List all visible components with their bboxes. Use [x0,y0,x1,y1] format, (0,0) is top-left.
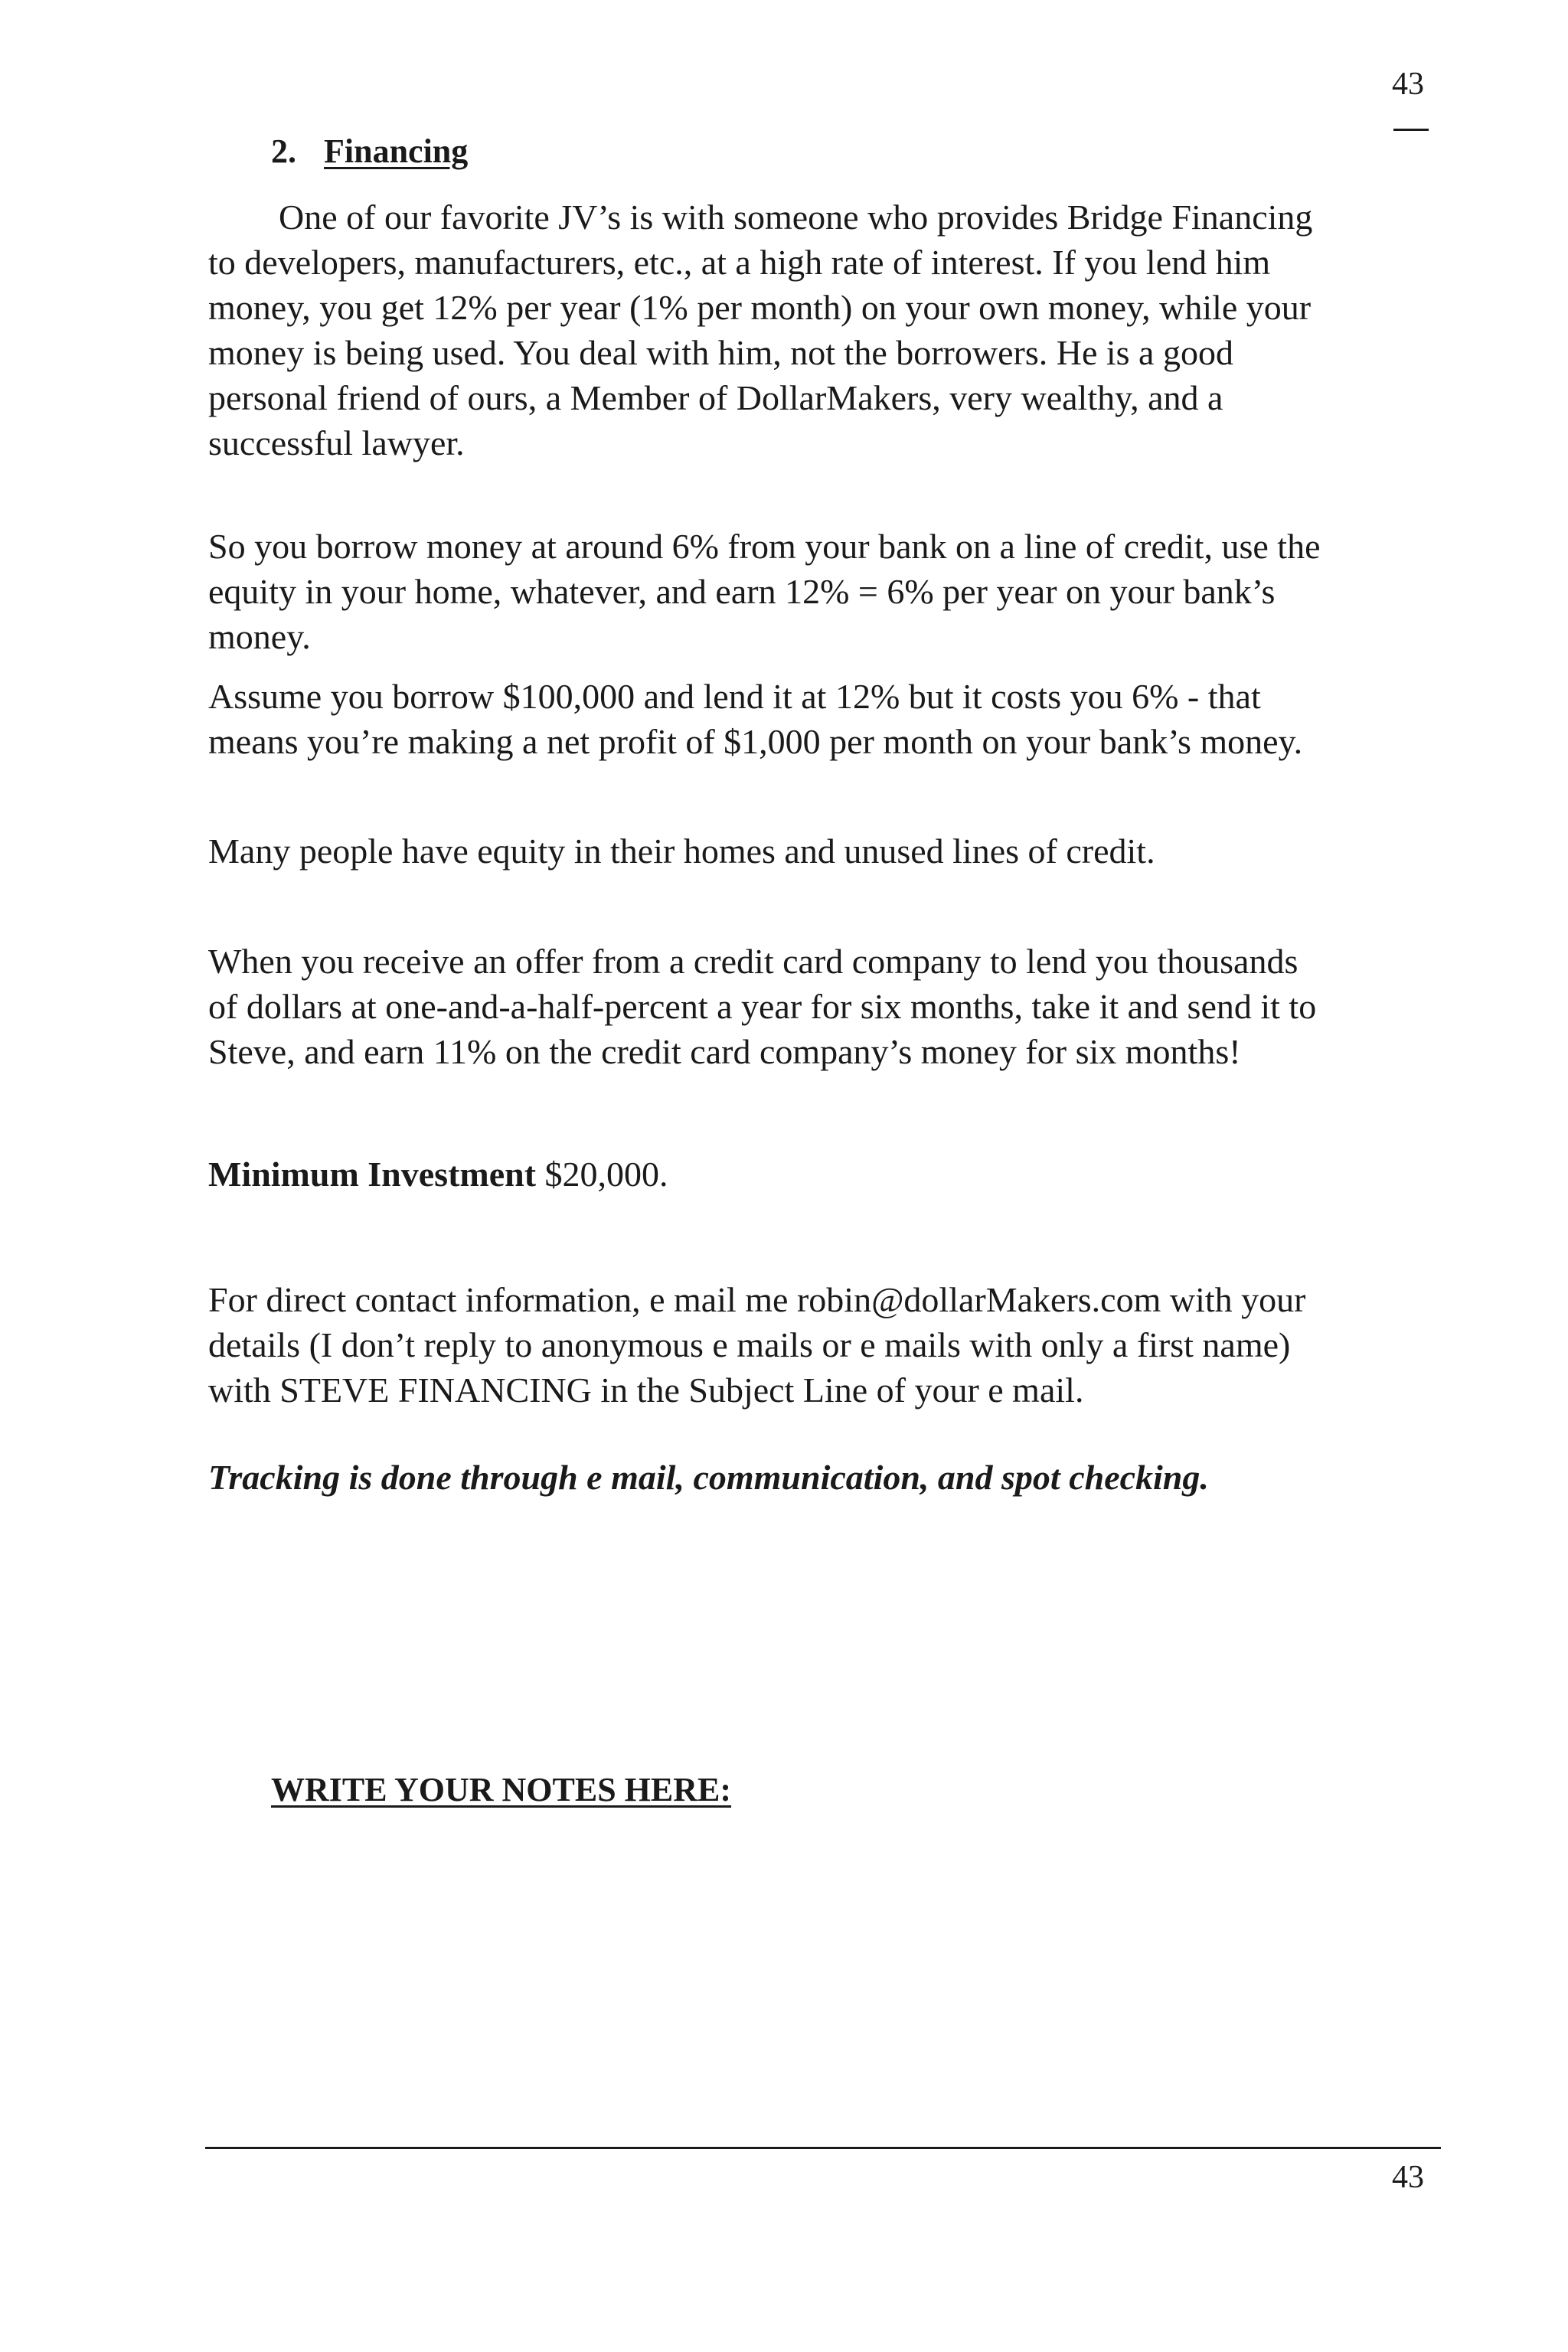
text-line: means you’re making a net profit of $1,000 per month on your bank’s money. [208,722,1303,761]
text-line: money is being used. You deal with him, not the borrowers. He is a good [208,333,1233,372]
text-line: When you receive an offer from a credit card company to lend you thousands [208,942,1298,981]
text-line: Assume you borrow $100,000 and lend it at 12% but it costs you 6% - that [208,677,1261,716]
tracking-note [208,1455,1441,1500]
section-heading [271,132,468,172]
paragraph-equity [208,828,1441,874]
notes-heading: WRITE YOUR NOTES HERE: [271,1771,732,1808]
text-line: One of our favorite JV’s is with someone who provides Bridge Financing [279,198,1313,237]
text-line [208,1152,1441,1197]
minimum-investment-value: $20,000. [536,1155,668,1194]
footer-rule [205,2147,1441,2149]
paragraph-assume-borrow [208,674,1441,764]
text-line: successful lawyer. [208,423,465,462]
text-line: with STEVE FINANCING in the Subject Line of your e mail. [208,1370,1084,1410]
section-number: 2. [271,132,296,170]
paragraph-credit-card-offer [208,939,1441,1074]
minimum-investment-label: Minimum Investment [208,1155,537,1194]
text-line: personal friend of ours, a Member of DollarMakers, very wealthy, and a [208,378,1223,417]
tracking-text: Tracking is done through e mail, communication, and spot checking. [208,1458,1209,1497]
minimum-investment [208,1152,1441,1197]
text-line: For direct contact information, e mail me robin@dollarMakers.com with your [208,1280,1306,1319]
text-line: Steve, and earn 11% on the credit card company’s money for six months! [208,1032,1241,1071]
text-line: So you borrow money at around 6% from your bank on a line of credit, use the [208,527,1321,566]
text-line: money, you get 12% per year (1% per month) on your own money, while your [208,288,1312,327]
text-line: Many people have equity in their homes and unused lines of credit. [208,831,1155,871]
header-page-number: 43 [1392,67,1424,102]
paragraph-borrow-money [208,524,1441,659]
paragraph-bridge-financing [208,194,1441,466]
text-line: equity in your home, whatever, and earn 12% = 6% per year on your bank’s [208,572,1276,611]
section-title: Financing [324,132,469,170]
text-line: details (I don’t reply to anonymous e mails or e mails with only a first name) [208,1325,1291,1364]
text-line: to developers, manufacturers, etc., at a high rate of interest. If you lend him [208,243,1271,282]
header-rule [1393,129,1429,131]
text-line: money. [208,617,311,656]
footer-page-number: 43 [1392,2160,1424,2195]
text-line: of dollars at one-and-a-half-percent a year for six months, take it and send it to [208,987,1317,1026]
paragraph-contact-info [208,1277,1441,1413]
